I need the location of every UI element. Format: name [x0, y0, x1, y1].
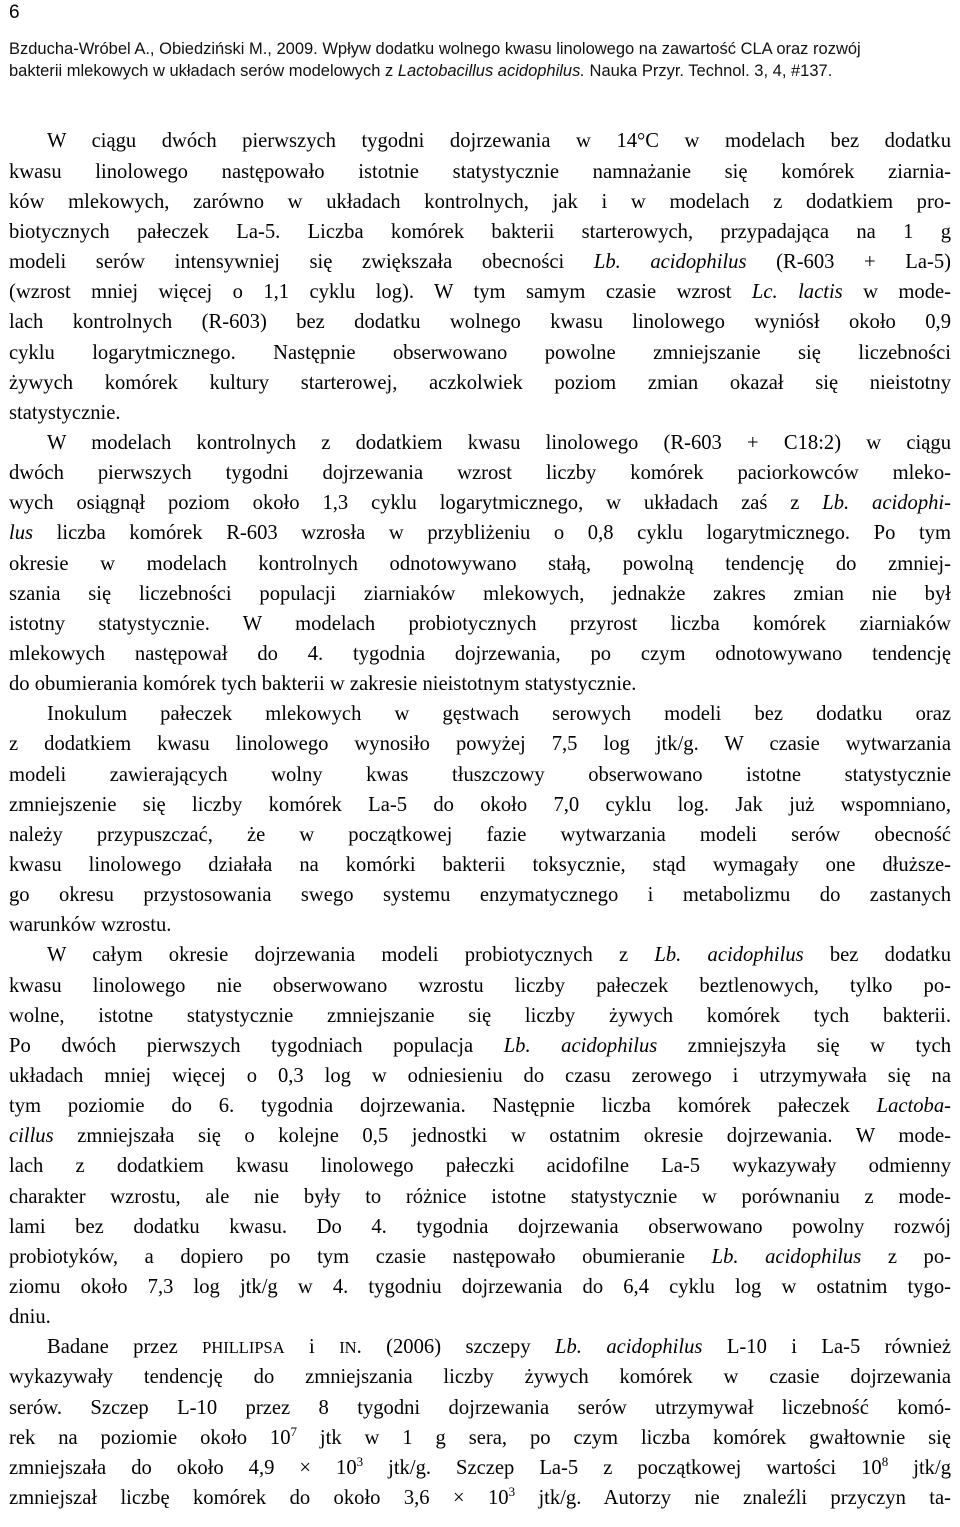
text-line: układach mniej więcej o 0,3 log w odniesieniu do czasu zerowego i utrzymywała się na [9, 1065, 951, 1087]
text-line: lami bez dodatku kwasu. Do 4. tygodnia dojrzewania obserwowano powolny rozwój [9, 1216, 951, 1238]
species-name: Lactoba- [876, 1095, 951, 1117]
text-run: liczba komórek R-603 wzrosła w przybliżeniu o 0,8 cyklu logarytmicznego. Po tym [33, 522, 951, 544]
text-run: zmniejszała do około 4,9 × 10 [9, 1457, 357, 1479]
text-run: rek na poziomie około 10 [9, 1427, 291, 1449]
text-line: statystycznie. [9, 402, 121, 424]
text-line: istotny statystycznie. W modelach probiotycznych przyrost liczba komórek ziarniaków [9, 613, 951, 635]
exponent: 8 [881, 1454, 889, 1469]
species-name: lus [9, 522, 34, 544]
text-run: bez dodatku [803, 944, 951, 966]
text-line: kwasu linolowego następowało istotnie statystycznie namnażanie się komórek ziarnia- [9, 161, 951, 183]
text-line: dwóch pierwszych tygodni dojrzewania wzrost liczby komórek paciorkowców mleko- [9, 462, 951, 484]
text-line: lach z dodatkiem kwasu linolowego pałeczki acidofilne La-5 wykazywały odmienny [9, 1155, 951, 1177]
citation-line-1: Bzducha-Wróbel A., Obiedziński M., 2009. Wpływ dodatku wolnego kwasu linolowego na zawartość CLA oraz rozwój [9, 40, 861, 58]
text-run: modeli serów intensywniej się zwiększała obecności [9, 251, 594, 273]
species-name: Lb. acidophilus [593, 251, 747, 273]
text-line: z dodatkiem kwasu linolowego wynosiło powyżej 7,5 log jtk/g. W czasie wytwarzania [9, 733, 951, 755]
species-name: Lb. acidophilus [503, 1035, 658, 1057]
text-run: . (2006) szczepy [356, 1336, 556, 1358]
text-run: Badane przez [47, 1336, 203, 1358]
species-name: Lc. lactis [751, 281, 843, 303]
text-run: probiotyków, a dopiero po tym czasie następowało obumieranie [9, 1246, 712, 1268]
text-line: szania się liczebności populacji ziarniaków mlekowych, jednakże zakres zmian nie był [9, 583, 951, 605]
text-line [9, 1241, 951, 1273]
text-line [47, 1331, 951, 1363]
citation-line-2 [9, 61, 832, 81]
text-line [9, 1452, 951, 1484]
author-etal: IN [339, 1338, 357, 1357]
page-number: 6 [9, 2, 20, 23]
text-line: charakter wzrostu, ale nie były to różnice istotne statystycznie w porównaniu z mode- [9, 1186, 951, 1208]
text-run: jtk w 1 g sera, po czym liczba komórek gwałtownie się [297, 1427, 951, 1449]
text-line: biotycznych pałeczek La-5. Liczba komórek bakterii starterowych, przypadająca na 1 g [9, 221, 951, 243]
text-line: cyklu logarytmicznego. Następnie obserwowano powolne zmniejszanie się liczebności [9, 342, 951, 364]
text-line: zmniejszenie się liczby komórek La-5 do około 7,0 cyklu log. Jak już wspomniano, [9, 794, 951, 816]
citation-text: bakterii mlekowych w układach serów modelowych z [9, 62, 398, 80]
text-run: W całym okresie dojrzewania modeli probiotycznych z [47, 944, 655, 966]
text-run: tym poziomie do 6. tygodnia dojrzewania. Następnie liczba komórek pałeczek [9, 1095, 877, 1117]
text-run: L-10 i La-5 również [702, 1336, 951, 1358]
text-line: kwasu linolowego działała na komórki bakterii toksycznie, stąd wymagały one dłuższe- [9, 854, 951, 876]
text-run: jtk/g [888, 1457, 951, 1479]
text-run: (R-603 + La-5) [746, 251, 952, 273]
text-line: żywych komórek kultury starterowej, aczkolwiek poziom zmian okazał się nieistotny [9, 372, 951, 394]
text-line: W ciągu dwóch pierwszych tygodni dojrzewania w 14°C w modelach bez dodatku [47, 130, 951, 152]
text-line: serów. Szczep L-10 przez 8 tygodni dojrzewania serów utrzymywał liczebność komó- [9, 1397, 951, 1419]
species-name: Lb. acidophilus [654, 944, 804, 966]
text-line: wolne, istotne statystycznie zmniejszanie się liczby żywych komórek tych bakterii. [9, 1005, 951, 1027]
text-line [9, 246, 951, 278]
species-name: Lb. acidophi- [822, 492, 951, 514]
text-line [9, 1090, 951, 1122]
text-run: zmniejszał liczbę komórek do około 3,6 × 10 [9, 1487, 509, 1509]
author-name: PHILLIPSA [202, 1338, 285, 1357]
text-line [47, 939, 951, 971]
text-line: lach kontrolnych (R-603) bez dodatku wolnego kwasu linolowego wyniósł około 0,9 [9, 311, 951, 333]
text-run: jtk/g. Szczep La-5 z początkowej wartości 10 [363, 1457, 882, 1479]
exponent: 3 [508, 1484, 516, 1499]
text-run: i [284, 1336, 340, 1358]
text-line: kwasu linolowego nie obserwowano wzrostu liczby pałeczek beztlenowych, tylko po- [9, 975, 951, 997]
text-line [9, 1482, 951, 1514]
text-run: zmniejszała się o kolejne 0,5 jednostki w ostatnim okresie dojrzewania. W mode- [53, 1125, 951, 1147]
text-line: warunków wzrostu. [9, 914, 172, 936]
citation-journal: Nauka Przyr. Technol. 3, 4, #137. [584, 62, 833, 80]
text-run: zmniejszyła się w tych [657, 1035, 951, 1057]
text-line: dniu. [9, 1306, 51, 1328]
text-line: należy przypuszczać, że w początkowej fazie wytwarzania modeli serów obecność [9, 824, 951, 846]
text-line: Inokulum pałeczek mlekowych w gęstwach serowych modeli bez dodatku oraz [47, 703, 951, 725]
text-run: Po dwóch pierwszych tygodniach populacja [9, 1035, 504, 1057]
species-name: Lb. acidophilus [711, 1246, 862, 1268]
text-run: w mode- [842, 281, 951, 303]
citation-species: Lactobacillus acidophilus. [397, 62, 585, 80]
text-line: modeli zawierających wolny kwas tłuszczowy obserwowano istotne statystycznie [9, 764, 951, 786]
text-line: go okresu przystosowania swego systemu enzymatycznego i metabolizmu do zastanych [9, 884, 951, 906]
text-line: mlekowych następował do 4. tygodnia dojrzewania, po czym odnotowywano tendencję [9, 643, 951, 665]
text-line: do obumierania komórek tych bakterii w zakresie nieistotnym statystycznie. [9, 673, 637, 695]
exponent: 3 [356, 1454, 364, 1469]
text-line: W modelach kontrolnych z dodatkiem kwasu linolowego (R-603 + C18:2) w ciągu [47, 432, 951, 454]
text-run: wych osiągnął poziom około 1,3 cyklu logarytmicznego, w układach zaś z [9, 492, 823, 514]
text-line [9, 1030, 951, 1062]
text-line [9, 1422, 951, 1454]
species-name: Lb. acidophilus [555, 1336, 703, 1358]
text-line: ziomu około 7,3 log jtk/g w 4. tygodniu dojrzewania do 6,4 cyklu log w ostatnim tygo- [9, 1276, 951, 1298]
text-line: okresie w modelach kontrolnych odnotowywano stałą, powolną tendencję do zmniej- [9, 553, 951, 575]
text-line [9, 517, 951, 549]
text-run: z po- [861, 1246, 952, 1268]
text-line [9, 1120, 951, 1152]
text-run: (wzrost mniej więcej o 1,1 cyklu log). W tym samym czasie wzrost [9, 281, 752, 303]
text-line: wykazywały tendencję do zmniejszania liczby żywych komórek w czasie dojrzewania [9, 1366, 951, 1388]
species-name: cillus [9, 1125, 54, 1147]
text-line [9, 276, 951, 308]
text-line [9, 487, 951, 519]
text-run: jtk/g. Autorzy nie znaleźli przyczyn ta- [515, 1487, 952, 1509]
text-line: ków mlekowych, zarówno w układach kontrolnych, jak i w modelach z dodatkiem pro- [9, 191, 951, 213]
exponent: 7 [290, 1424, 297, 1439]
